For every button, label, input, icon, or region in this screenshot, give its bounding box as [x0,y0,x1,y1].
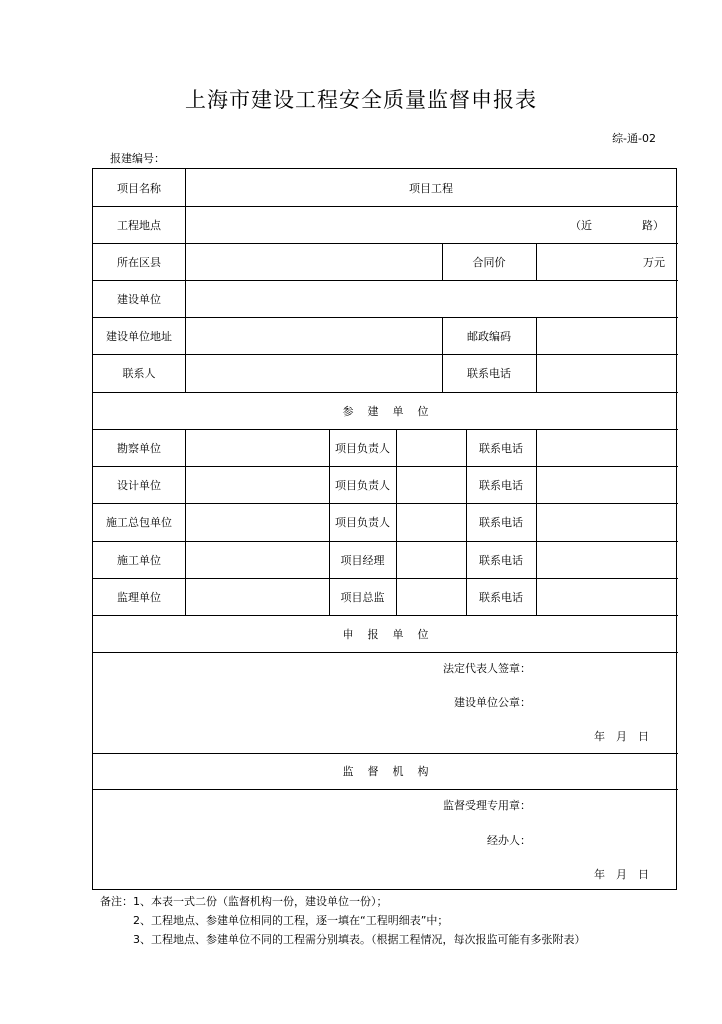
contract-price-unit: 万元 [643,255,665,269]
participant-role: 项目负责人 [335,516,390,529]
legal-rep-signature-label: 法定代表人签章： [443,662,531,675]
project-name-label: 项目名称 [117,181,161,195]
builder-label: 建设单位 [117,292,161,306]
contact-phone-label: 联系电话 [467,367,511,380]
project-name-value: 项目工程 [409,181,453,195]
participant-phone-label: 联系电话 [479,553,523,567]
page-title: 上海市建设工程安全质量监督申报表 [185,88,537,112]
participant-unit: 施工总包单位 [106,516,172,529]
participant-phone-label: 联系电话 [479,590,523,604]
supervision-section-title: 监督机构 [342,765,443,778]
participants-section-title: 参建单位 [342,404,443,418]
participant-phone-label: 联系电话 [479,478,523,492]
participant-role: 项目总监 [340,590,385,604]
district-label: 所在区县 [117,255,161,269]
declarant-date: 年 月 日 [594,730,649,743]
contract-price-label: 合同价 [472,255,506,269]
location-label: 工程地点 [117,218,161,232]
application-form-table [92,168,677,890]
builder-seal-label: 建设单位公章： [454,696,531,709]
participant-role: 项目负责人 [335,441,390,455]
form-code: 综-通-02 [612,132,656,145]
contact-label: 联系人 [122,367,156,380]
acceptance-seal-label: 监督受理专用章： [443,799,531,812]
participant-unit: 设计单位 [117,478,161,492]
participant-role: 项目经理 [340,553,385,567]
note-line-3: 3、工程地点、参建单位不同的工程需分别填表。（根据工程情况，每次报监可能有多张附表） [133,933,586,946]
participant-unit: 勘察单位 [117,441,161,455]
builder-address-label: 建设单位地址 [106,329,172,343]
postcode-label: 邮政编码 [467,329,511,343]
participant-phone-label: 联系电话 [479,441,523,455]
participant-role: 项目负责人 [335,478,390,492]
participant-unit: 监理单位 [117,590,161,604]
participant-phone-label: 联系电话 [479,516,523,529]
participant-unit: 施工单位 [117,553,161,567]
supervision-date: 年 月 日 [594,868,649,881]
declarant-section-title: 申报单位 [342,627,443,641]
note-line-1: 备注：1、本表一式二份（监督机构一份，建设单位一份）； [100,895,388,908]
note-line-2: 2、工程地点、参建单位相同的工程，逐一填在“工程明细表”中； [133,914,449,927]
location-near-text: （近 [570,218,592,232]
location-road-text: 路） [642,218,664,232]
handler-label: 经办人： [487,834,531,847]
report-no-label: 报建编号： [110,152,165,165]
